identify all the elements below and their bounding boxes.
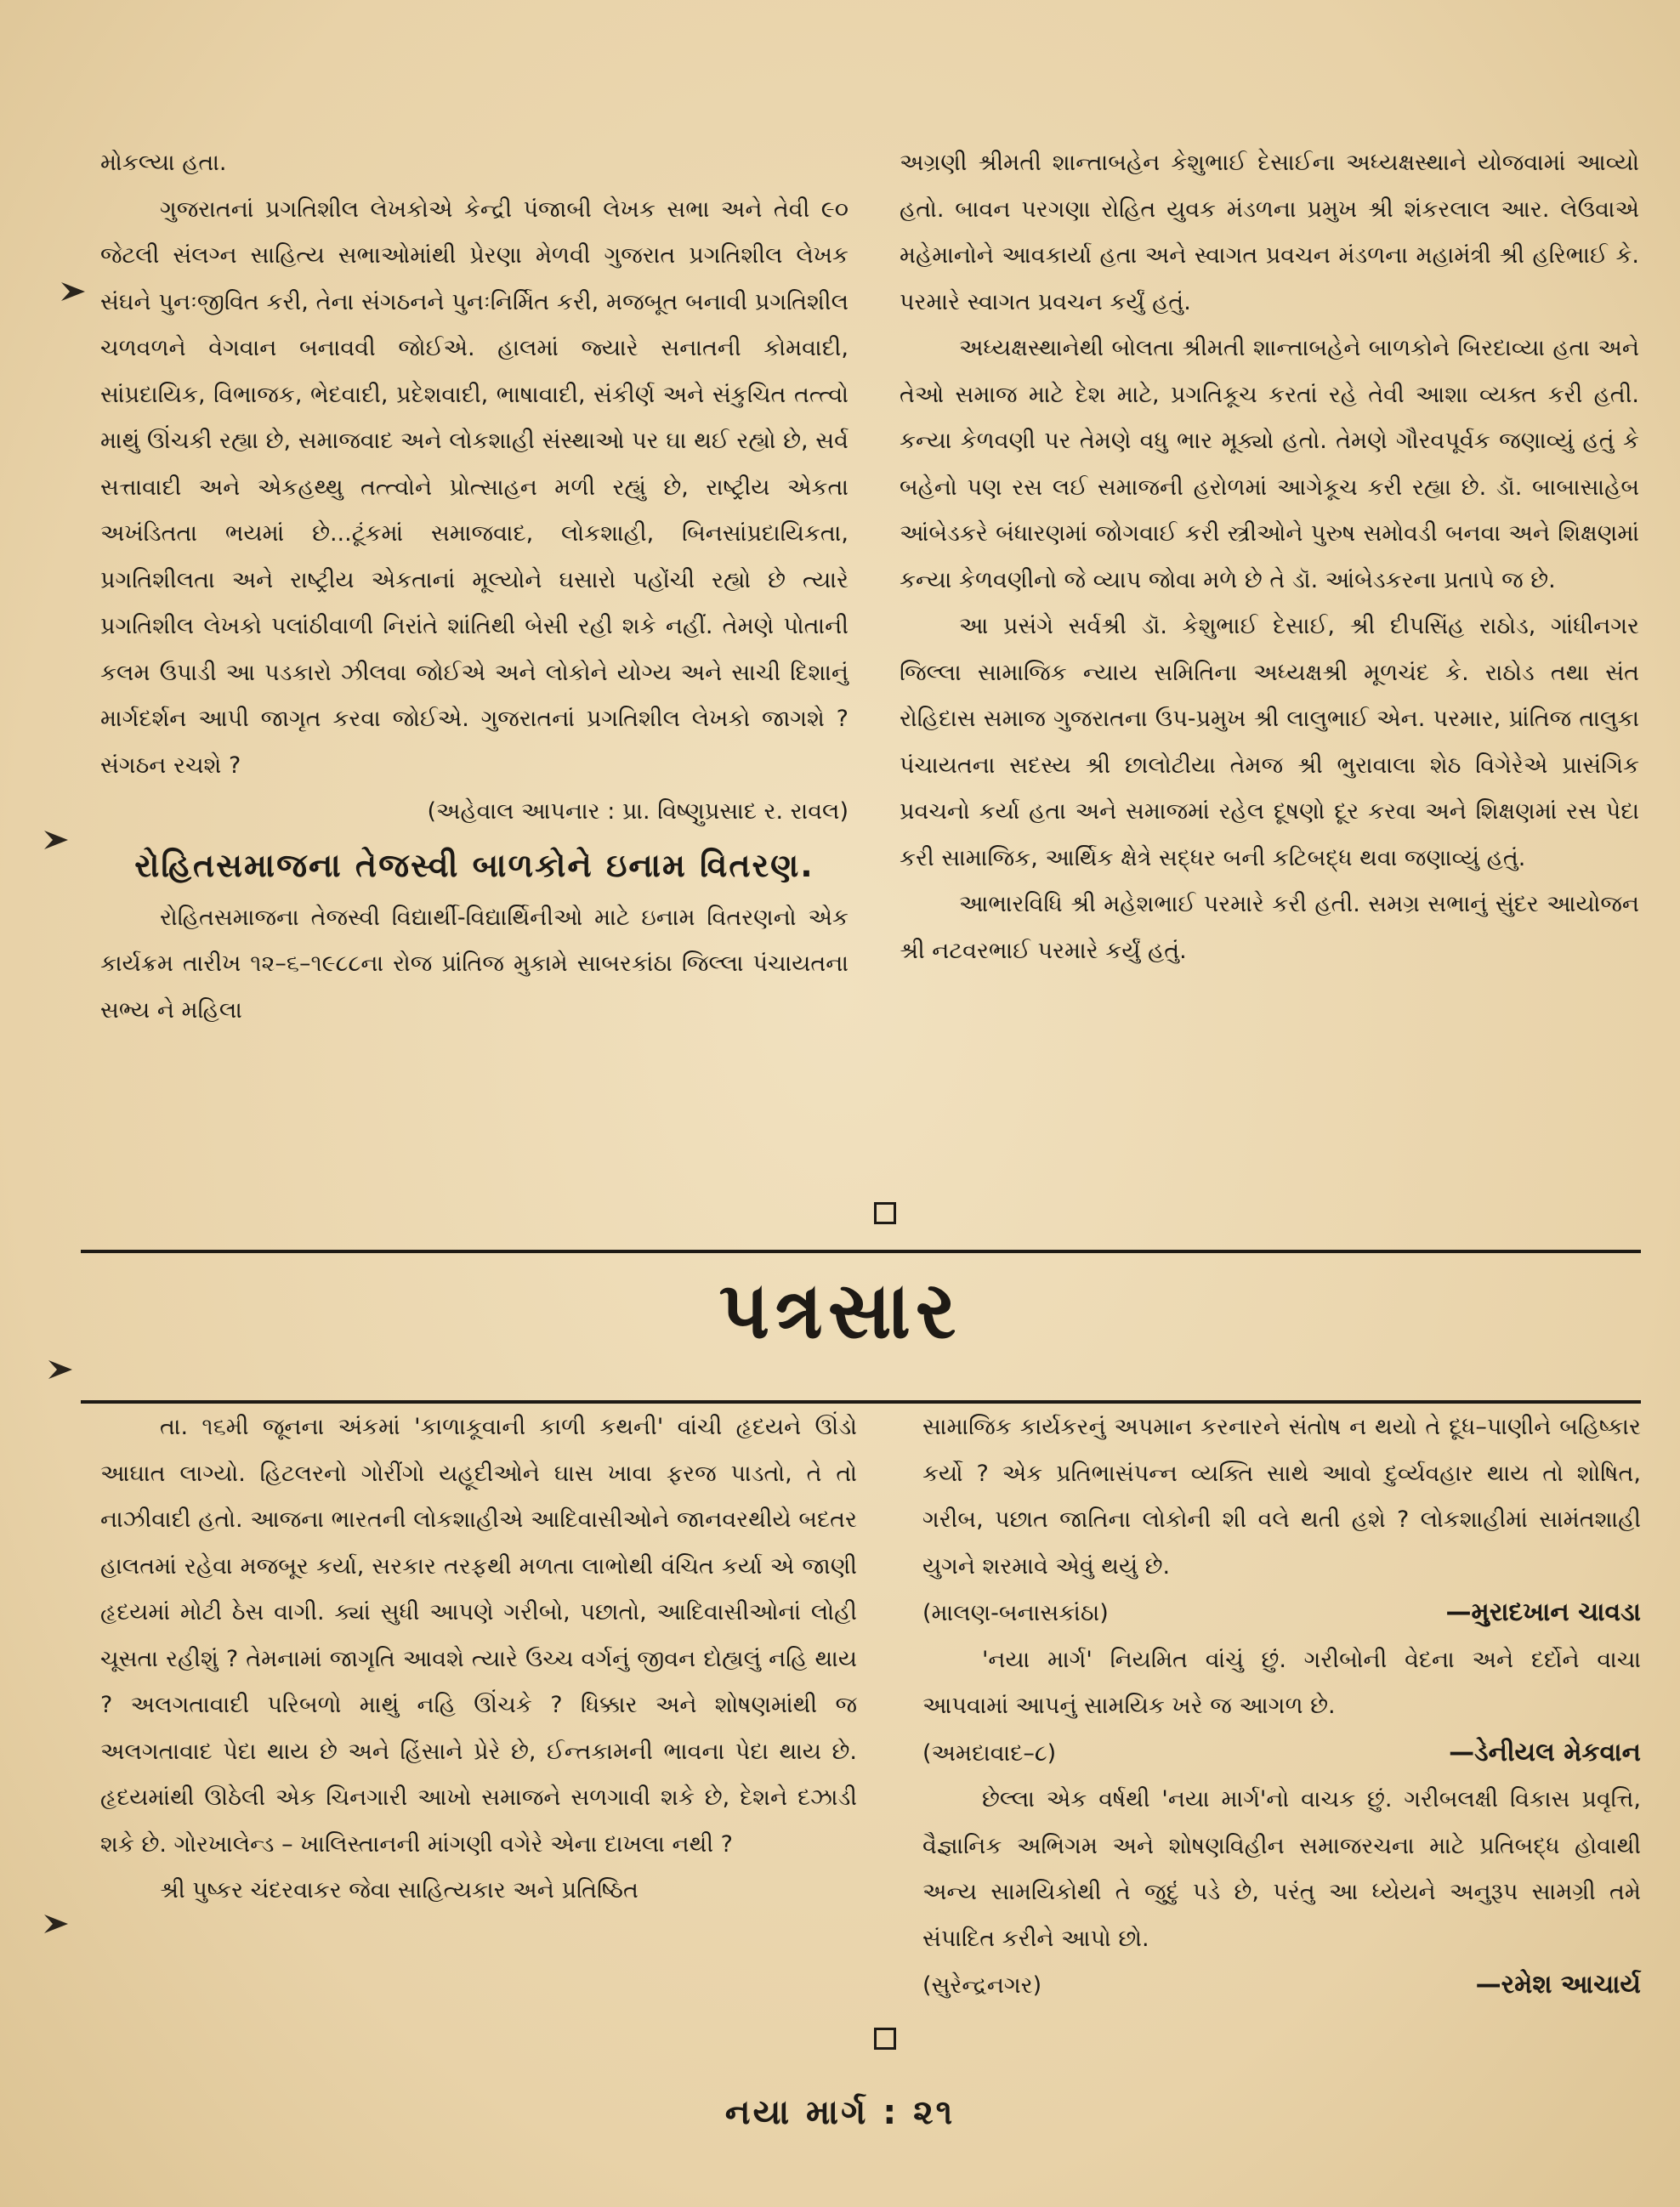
paragraph-speakers: આ પ્રસંગે સર્વશ્રી ડૉ. કેશુભાઈ દેસાઈ, શ્રી દીપસિંહ રાઠોડ, ગાંધીનગર જિલ્લા સામાજિક ન્યાય સમિતિના અધ્યક્ષશ્રી મૂળચંદ કે. રાઠોડ તથા સંત રોહિદાસ સમાજ ગુજરાતના ઉપ-પ્રમુખ શ્રી લાલુભાઈ એન. પરમાર, પ્રાંતિજ તાલુકા પંચાયતના સદસ્ય શ્રી છાલોટીયા તેમજ શ્રી ભુરાવાલા શેઠ વિગેરેએ પ્રાસંગિક પ્રવચનો કર્યા હતા અને સમાજમાં રહેલ દૂષણો દૂર કરવા અને શિક્ષણમાં રસ પેદા કરી સામાજિક, આર્થિક ક્ષેત્રે સદ્ધર બની કટિબદ્ધ થવા જણાવ્યું હતું.	[900, 613, 1639, 871]
paragraph-intro: મોકલ્યા હતા.	[100, 150, 227, 176]
signature-row	[922, 1730, 1641, 1778]
letter-signature: —રમેશ આચાર્ય	[1475, 1970, 1641, 2000]
letter-signature: —ડેનીયલ મેકવાન	[1449, 1737, 1641, 1767]
section-end-mark	[874, 2028, 896, 2050]
section-title: પત્રસાર	[718, 1265, 962, 1356]
paragraph-event-welcome: અગ્રણી શ્રીમતી શાન્તાબહેન કેશુભાઈ દેસાઈના અધ્યક્ષસ્થાને યોજવામાં આવ્યો હતો. બાવન પરગણા રોહિત યુવક મંડળના પ્રમુખ શ્રી શંકરલાલ આર. લેઉવાએ મહેમાનોને આવકાર્યા હતા અને સ્વાગત પ્રવચન મંડળના મહામંત્રી શ્રી હરિભાઈ કે. પરમારે સ્વાગત પ્રવચન કર્યું હતું.	[900, 150, 1639, 315]
signature-row	[922, 1962, 1641, 2010]
report-credit: (અહેવાલ આપનાર : પ્રા. વિષ્ણુપ્રસાદ ર. રાવલ)	[427, 798, 849, 825]
top-left-column	[100, 140, 849, 1034]
signature-row	[922, 1590, 1641, 1637]
bottom-right-column	[922, 1404, 1641, 2010]
bottom-rule	[81, 1400, 1641, 1404]
letter-place: (માલણ-બનાસકાંઠા)	[922, 1600, 1109, 1626]
letter-paragraph-end: સામાજિક કાર્યકરનું અપમાન કરનારને સંતોષ ન થયો તે દૂધ–પાણીને બહિષ્કાર કર્યો ? એક પ્રતિભાસંપન્ન વ્યક્તિ સાથે આવો દુર્વ્યવહાર થાય તો શોષિત, ગરીબ, પછાત જાતિના લોકોની શી વલે થતી હશે ? લોકશાહીમાં સામંતશાહી યુગને શરમાવે એવું થયું છે.	[922, 1414, 1641, 1580]
letter-paragraph: છેલ્લા એક વર્ષથી 'નયા માર્ગ'નો વાચક છું. ગરીબલક્ષી વિકાસ પ્રવૃત્તિ, વૈજ્ઞાનિક અભિગમ અને શોષણવિહીન સમાજરચના માટે પ્રતિબદ્ધ હોવાથી અન્ય સામયિકોથી તે જુદું પડે છે, પરંતુ આ ધ્યેયને અનુરૂપ સામગ્રી તમે સંપાદિત કરીને આપો છો.	[922, 1786, 1641, 1952]
binding-mark-icon	[43, 829, 75, 851]
top-right-column	[900, 140, 1639, 974]
letter-paragraph-continued: શ્રી પુષ્કર ચંદરવાકર જેવા સાહિત્યકાર અને પ્રતિષ્ઠિત	[160, 1877, 639, 1903]
binding-mark-icon	[60, 281, 92, 303]
letter-place: (સુરેન્દ્રનગર)	[922, 1972, 1042, 1999]
paragraph-thanks: આભારવિધિ શ્રી મહેશભાઈ પરમારે કરી હતી. સમગ્ર સભાનું સુંદર આયોજન શ્રી નટવરભાઈ પરમારે કર્યું હતું.	[900, 891, 1639, 964]
page-footer: નયા માર્ગ : ૨૧	[724, 2093, 956, 2132]
top-rule	[81, 1250, 1641, 1253]
paragraph-president-speech: અધ્યક્ષસ્થાનેથી બોલતા શ્રીમતી શાન્તાબહેને બાળકોને બિરદાવ્યા હતા અને તેઓ સમાજ માટે દેશ માટે, પ્રગતિકૂચ કરતાં રહે તેવી આશા વ્યક્ત કરી હતી. કન્યા કેળવણી પર તેમણે વધુ ભાર મૂક્યો હતો. તેમણે ગૌરવપૂર્વક જણાવ્યું હતું કે બહેનો પણ રસ લઈ સમાજની હરોળમાં આગેકૂચ કરી રહ્યા છે. ડૉ. બાબાસાહેબ આંબેડકરે બંધારણમાં જોગવાઈ કરી સ્ત્રીઓને પુરુષ સમોવડી બનવા અને શિક્ષણમાં કન્યા કેળવણીનો જે વ્યાપ જોવા મળે છે તે ડૉ. આંબેડકરના પ્રતાપે જ છે.	[900, 335, 1639, 593]
article-heading: રોહિતસમાજના તેજસ્વી બાળકોને ઇનામ વિતરણ.	[134, 846, 814, 884]
binding-mark-icon	[47, 1359, 79, 1381]
article-end-mark	[874, 1202, 896, 1224]
letter-place: (અમદાવાદ–૮)	[922, 1739, 1057, 1767]
letter-signature: —મુરાદખાન ચાવડા	[1445, 1597, 1641, 1627]
letter-paragraph: 'નયા માર્ગ' નિયમિત વાંચું છું. ગરીબોની વેદના અને દર્દોને વાચા આપવામાં આપનું સામયિક ખરે જ આગળ છે.	[922, 1646, 1641, 1719]
binding-mark-icon	[43, 1913, 75, 1935]
paragraph-prize-event: રોહિતસમાજના તેજસ્વી વિદ્યાર્થી-વિદ્યાર્થિનીઓ માટે ઇનામ વિતરણનો એક કાર્યક્રમ તારીખ ૧૨–૬–૧૯૮૮ના રોજ પ્રાંતિજ મુકામે સાબરકાંઠા જિલ્લા પંચાયતના સભ્ય ને મહિલા	[100, 904, 849, 1024]
letter-paragraph: તા. ૧૬મી જૂનના અંકમાં 'કાળાકૂવાની કાળી કથની' વાંચી હૃદયને ઊંડો આઘાત લાગ્યો. હિટલરનો ગોરીંગો યહૂદીઓને ઘાસ ખાવા ફરજ પાડતો, તે તો નાઝીવાદી હતો. આજના ભારતની લોકશાહીએ આદિવાસીઓને જાનવરથીયે બદતર હાલતમાં રહેવા મજબૂર કર્યા, સરકાર તરફથી મળતા લાભોથી વંચિત કર્યા એ જાણી હૃદયમાં મોટી ઠેસ વાગી. ક્યાં સુધી આપણે ગરીબો, પછાતો, આદિવાસીઓનાં લોહી ચૂસતા રહીશું ? તેમનામાં જાગૃતિ આવશે ત્યારે ઉચ્ચ વર્ગનું જીવન દોહ્યલું નહિ થાય ? અલગતાવાદી પરિબળો માથું નહિ ઊંચકે ? ધિક્કાર અને શોષણમાંથી જ અલગતાવાદ પેદા થાય છે અને હિંસાને પ્રેરે છે, ઈન્તકામની ભાવના પેદા થાય છે. હૃદયમાંથી ઊઠેલી એક ચિનગારી આખો સમાજને સળગાવી શકે છે, દેશને દઝાડી શકે છે. ગોરખાલેન્ડ – ખાલિસ્તાનની માંગણી વગેરે એના દાખલા નથી ?	[100, 1414, 857, 1858]
paragraph-progressive-writers: ગુજરાતનાં પ્રગતિશીલ લેખકોએ કેન્દ્રી પંજાબી લેખક સભા અને તેવી ૯૦ જેટલી સંલગ્ન સાહિત્ય સભાઓમાંથી પ્રેરણા મેળવી ગુજરાત પ્રગતિશીલ લેખક સંઘને પુનઃજીવિત કરી, તેના સંગઠનને પુનઃનિર્મિત કરી, મજબૂત બનાવી પ્રગતિશીલ ચળવળને વેગવાન બનાવવી જોઈએ. હાલમાં જ્યારે સનાતની કોમવાદી, સાંપ્રદાયિક, વિભાજક, ભેદવાદી, પ્રદેશવાદી, ભાષાવાદી, સંકીર્ણ અને સંકુચિત તત્ત્વો માથું ઊંચકી રહ્યા છે, સમાજવાદ અને લોકશાહી સંસ્થાઓ પર ઘા થઈ રહ્યો છે, સર્વ સત્તાવાદી અને એકહથ્થુ તત્ત્વોને પ્રોત્સાહન મળી રહ્યું છે, રાષ્ટ્રીય એકતા અખંડિતતા ભયમાં છે...ટૂંકમાં સમાજવાદ, લોકશાહી, બિનસાંપ્રદાયિકતા, પ્રગતિશીલતા અને રાષ્ટ્રીય એકતાનાં મૂલ્યોને ઘસારો પહોંચી રહ્યો છે ત્યારે પ્રગતિશીલ લેખકો પલાંઠીવાળી નિરાંતે શાંતિથી બેસી રહી શકે નહીં. તેમણે પોતાની કલમ ઉપાડી આ પડકારો ઝીલવા જોઈએ અને લોકોને યોગ્ય અને સાચી દિશાનું માર્ગદર્શન આપી જાગૃત કરવા જોઈએ. ગુજરાતનાં પ્રગતિશીલ લેખકો જાગશે ? સંગઠન રચશે ?	[100, 196, 849, 779]
bottom-left-column	[100, 1404, 857, 1915]
